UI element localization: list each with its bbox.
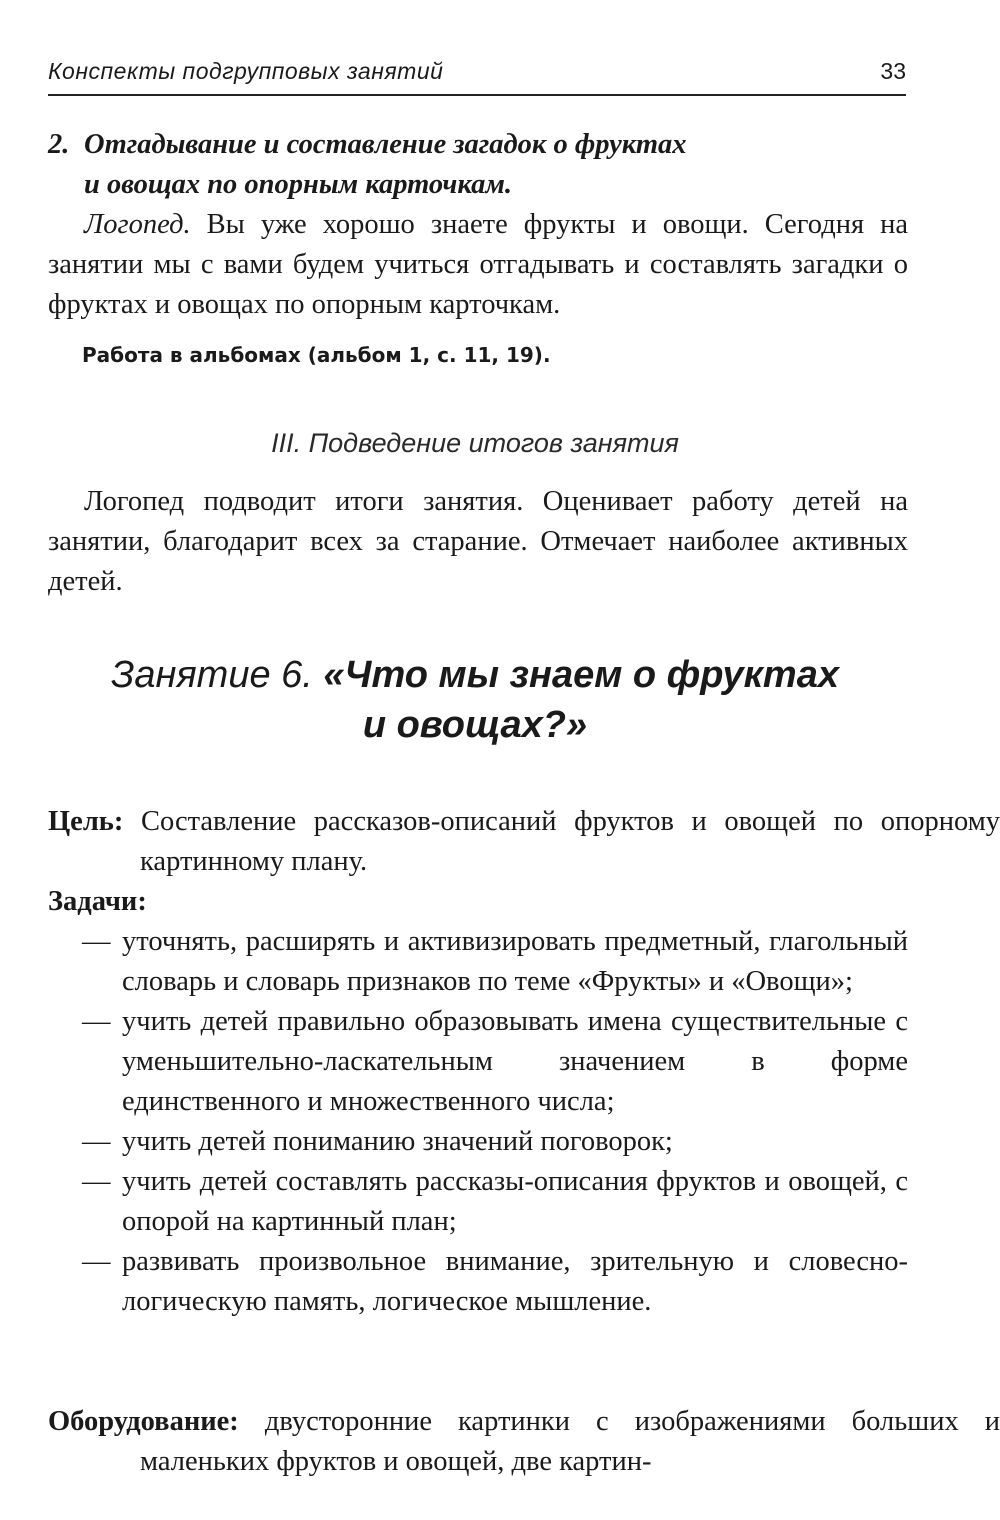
task-text: учить детей составлять рассказы-описания фруктов и овощей, с опорой на картинный план; [122, 1166, 908, 1237]
task-text: учить детей правильно образовывать имена существительные с уменьшительно-ласкательным значением в форме единственного и множественного числа; [122, 1006, 908, 1117]
running-header [48, 58, 906, 96]
page-number: 33 [880, 58, 906, 84]
equipment-paragraph [48, 1402, 1000, 1482]
item-2-heading-line1: Отгадывание и составление загадок о фруктах [84, 129, 687, 160]
task-item [48, 922, 908, 1002]
goal-text: Составление рассказов-описаний фруктов и овощей по опорному картинному плану. [123, 806, 1000, 877]
goal-paragraph [48, 802, 1000, 882]
task-item [48, 1242, 908, 1322]
album-note: Работа в альбомах (альбом 1, с. 11, 19). [82, 343, 551, 367]
task-text: учить детей пониманию значений поговорок; [122, 1126, 673, 1157]
speaker-label: Логопед. [84, 209, 191, 240]
item-2-heading-line2: и овощах по опорным карточкам. [84, 169, 513, 200]
task-item [48, 1162, 908, 1242]
tasks-block [48, 882, 908, 1322]
equipment-label: Оборудование: [48, 1406, 239, 1437]
section-3-paragraph: Логопед подводит итоги занятия. Оценивает работу детей на занятии, благодарит всех за старание. Отмечает наиболее активных детей. [48, 486, 908, 597]
task-dash: — [82, 1126, 111, 1157]
item-2-paragraph [48, 205, 908, 325]
section-3-title: III. Подведение итогов занятия [271, 428, 679, 458]
goal-label: Цель: [48, 806, 124, 837]
item-2-number: 2. [48, 129, 70, 160]
equipment-text: двусторонние картинки с изображениями больших и маленьких фруктов и овощей, две картин- [140, 1406, 1000, 1477]
task-item [48, 1002, 908, 1122]
running-header-title: Конспекты подгрупповых занятий [48, 58, 444, 84]
task-item [48, 1122, 908, 1162]
task-dash: — [82, 1166, 111, 1197]
lesson-6-prefix: Занятие 6. [111, 654, 324, 696]
lesson-6-title-part1: «Что мы знаем о фруктах [323, 654, 839, 696]
tasks-label: Задачи: [48, 886, 147, 917]
task-dash: — [82, 1246, 111, 1277]
lesson-6-title [0, 650, 950, 750]
item-2-text: Вы уже хорошо знаете фрукты и овощи. Сегодня на занятии мы с вами будем учиться отгадывать и составлять загадки о фруктах и овощах по опорным карточкам. [48, 209, 908, 320]
task-dash: — [82, 926, 111, 957]
item-2-heading [48, 125, 908, 205]
lesson-6-title-part2: и овощах?» [362, 704, 588, 746]
task-text: развивать произвольное внимание, зрительную и словесно-логическую память, логическое мышление. [122, 1246, 908, 1317]
task-dash: — [82, 1006, 111, 1037]
task-text: уточнять, расширять и активизировать предметный, глагольный словарь и словарь признаков по теме «Фрукты» и «Овощи»; [122, 926, 908, 997]
